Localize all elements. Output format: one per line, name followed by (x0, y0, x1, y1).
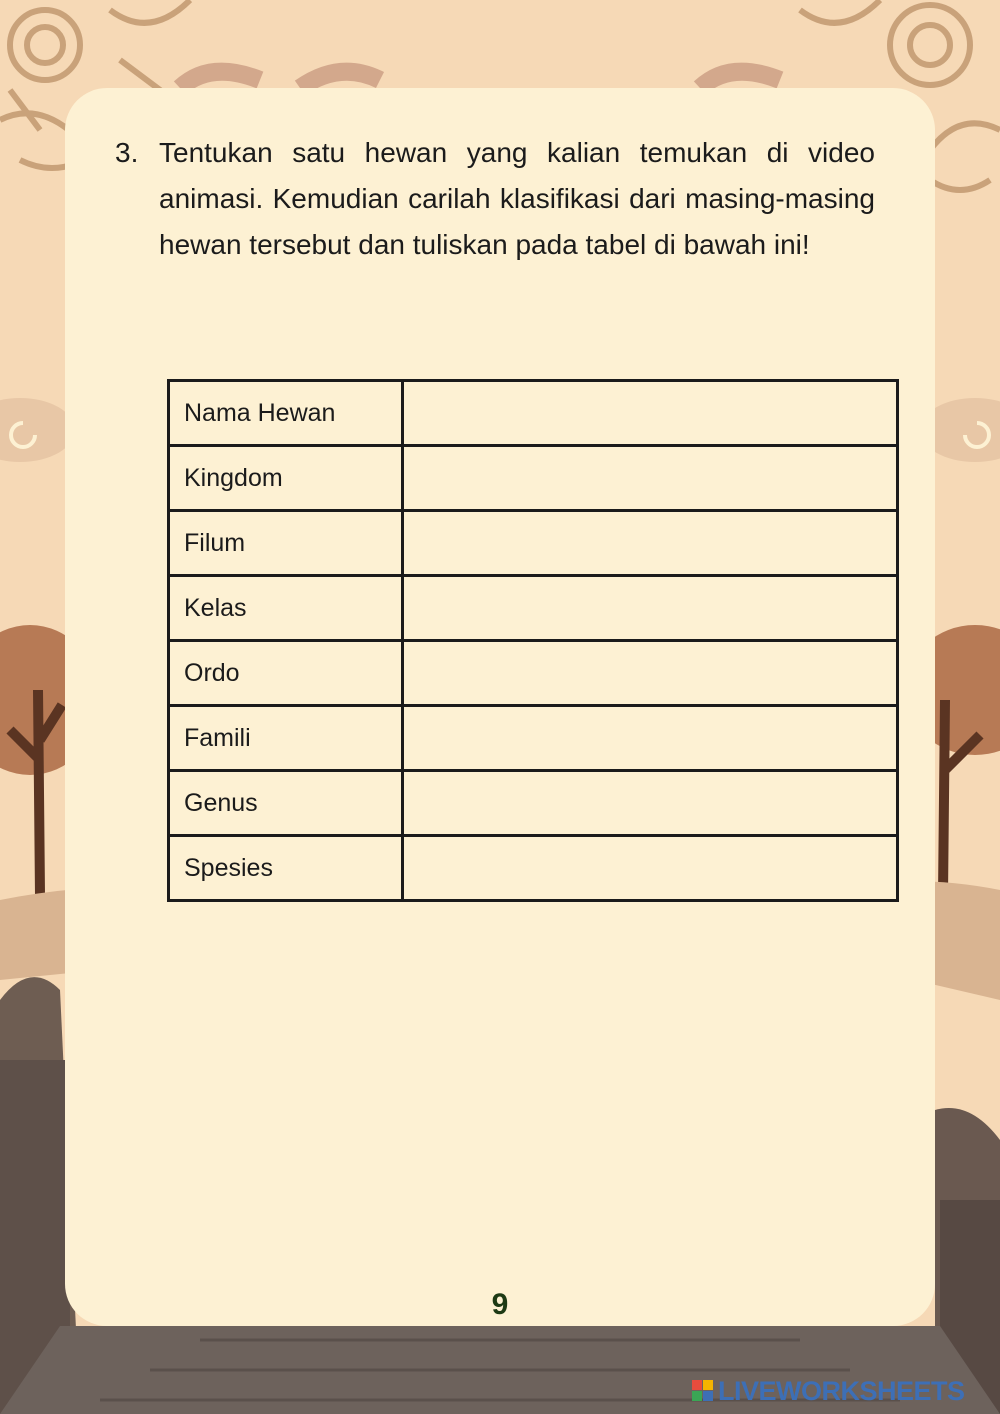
answer-cell[interactable] (403, 576, 898, 641)
page-number: 9 (491, 1288, 509, 1321)
table-row (169, 381, 898, 446)
question (115, 130, 875, 268)
question-number: 3. (115, 137, 139, 168)
liveworksheets-logo (692, 1374, 965, 1408)
row-label: Kelas (169, 576, 403, 641)
row-label: Kingdom (169, 446, 403, 511)
table-row (169, 706, 898, 771)
liveworksheets-mark-icon (692, 1380, 714, 1402)
answer-cell[interactable] (403, 836, 898, 901)
answer-cell[interactable] (403, 641, 898, 706)
row-label: Spesies (169, 836, 403, 901)
answer-cell[interactable] (403, 771, 898, 836)
answer-cell[interactable] (403, 446, 898, 511)
row-label: Famili (169, 706, 403, 771)
classification-table (167, 379, 899, 902)
watermark-text: LIVEWORKSHEETS (718, 1375, 965, 1406)
answer-cell[interactable] (403, 381, 898, 446)
question-text: Tentukan satu hewan yang kalian temukan di video animasi. Kemudian carilah klasifikasi dari masing-masing hewan tersebut dan tuliskan pada tabel di bawah ini! (159, 137, 875, 260)
row-label: Nama Hewan (169, 381, 403, 446)
answer-cell[interactable] (403, 706, 898, 771)
table-row (169, 836, 898, 901)
answer-cell[interactable] (403, 511, 898, 576)
row-label: Genus (169, 771, 403, 836)
row-label: Filum (169, 511, 403, 576)
row-label: Ordo (169, 641, 403, 706)
table-row (169, 446, 898, 511)
table-row (169, 576, 898, 641)
table-row (169, 771, 898, 836)
table-row (169, 511, 898, 576)
table-row (169, 641, 898, 706)
